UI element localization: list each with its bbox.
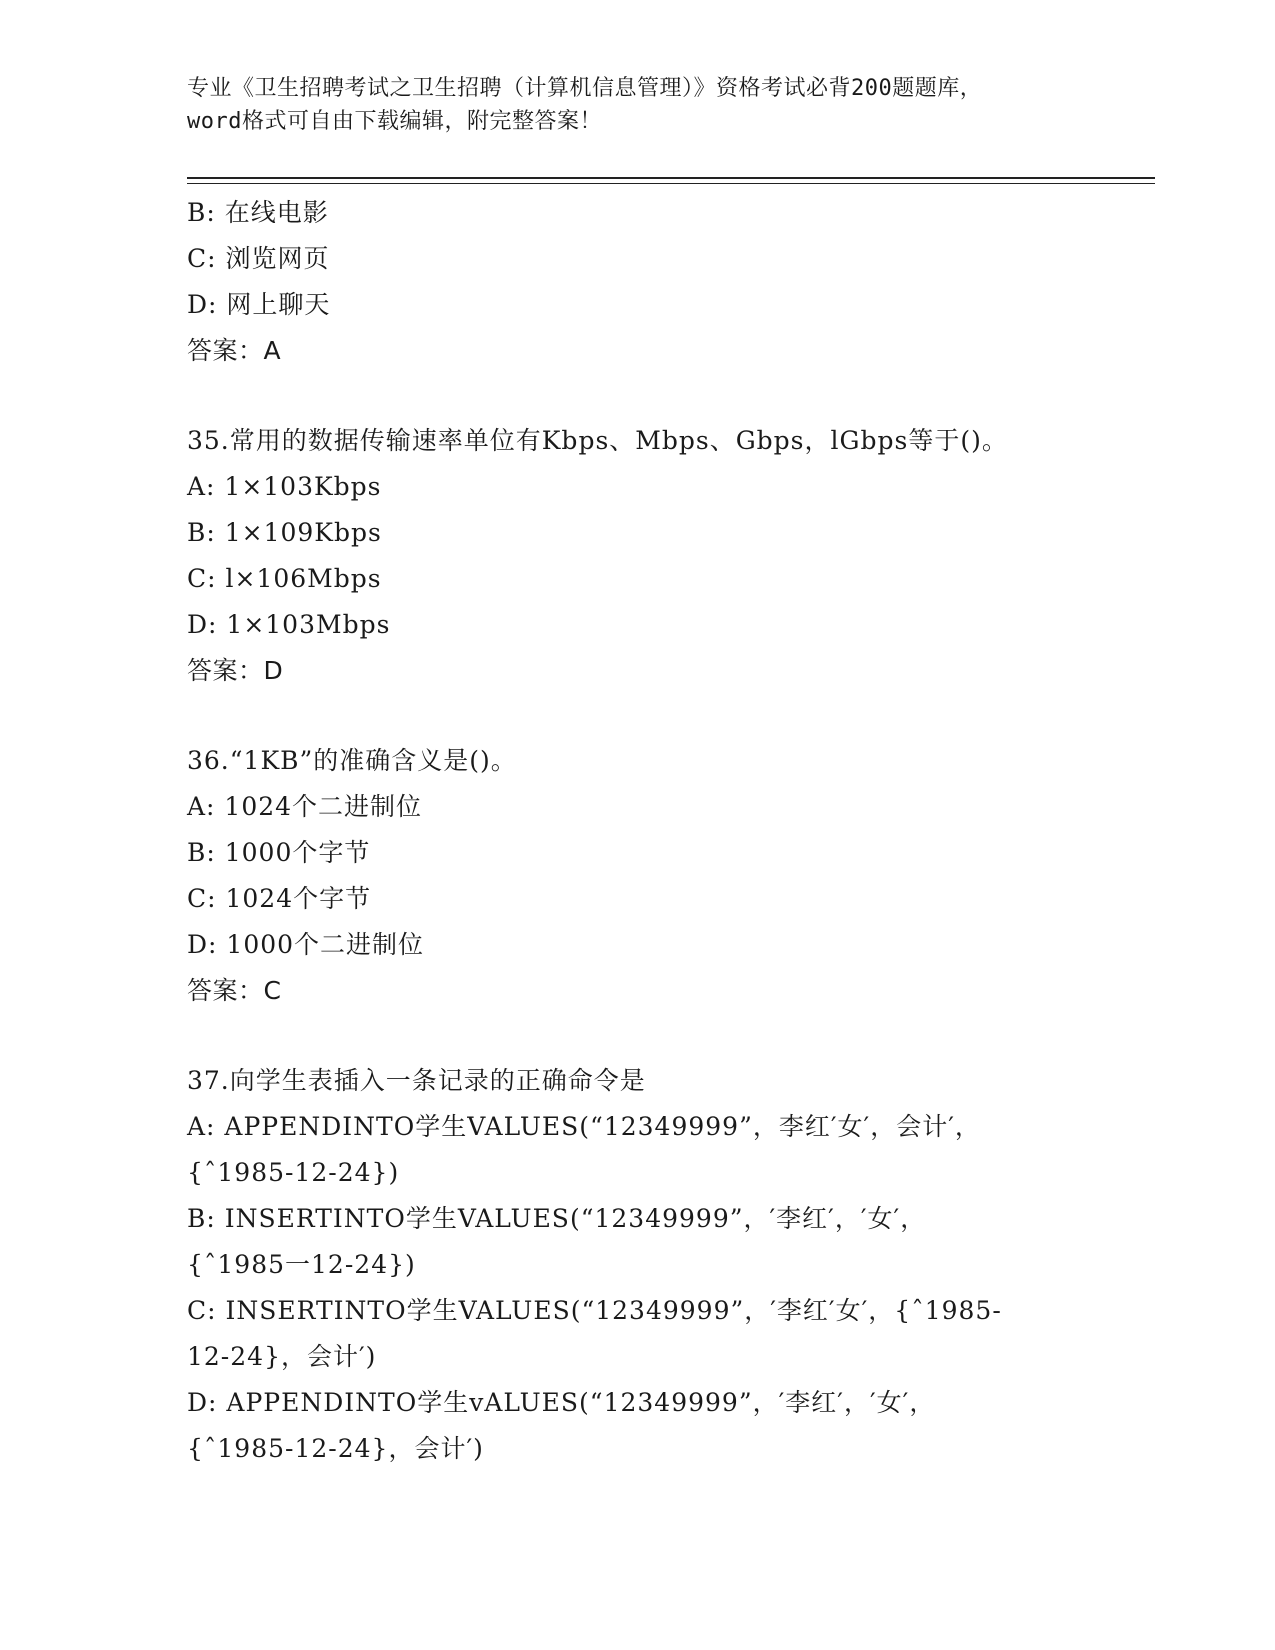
spacer: [187, 694, 1087, 738]
option-a-line-2: {ˆ1985-12-24}): [187, 1158, 400, 1187]
header-line-2: word格式可自由下载编辑，附完整答案！: [187, 109, 602, 134]
spacer: [187, 1014, 1087, 1058]
option-b: B: 1×109Kbps: [187, 518, 382, 547]
option-a-line-1: A: APPENDINTO学生VALUES(“12349999”，李红′女′，会计′，: [187, 1112, 981, 1141]
option-c: C: 1024个字节: [187, 884, 372, 913]
option-a: A: 1024个二进制位: [187, 792, 423, 821]
option-d: D: 1×103Mbps: [187, 610, 391, 639]
option-a: A: 1×103Kbps: [187, 472, 382, 501]
question-text: 36.“1KB”的准确含义是()。: [187, 746, 517, 775]
header-rule-thin: [187, 183, 1155, 184]
question-content: [187, 190, 1087, 1472]
answer-line: 答案：A: [187, 336, 282, 365]
option-c-line-2: 12-24}，会计′): [187, 1342, 377, 1371]
option-b-line-2: {ˆ1985一12-24}): [187, 1250, 416, 1279]
question-35: [187, 418, 1087, 694]
option-d-line-1: D: APPENDINTO学生vALUES(“12349999”，′李红′，′女′，: [187, 1388, 936, 1417]
spacer: [187, 374, 1087, 418]
question-37: [187, 1058, 1087, 1472]
option-b: B: 在线电影: [187, 198, 329, 227]
answer-line: 答案：C: [187, 976, 282, 1005]
option-c: C: 浏览网页: [187, 244, 330, 273]
document-header: [187, 72, 1087, 138]
question-text: 35.常用的数据传输速率单位有Kbps、Mbps、Gbps，lGbps等于()。: [187, 426, 1008, 455]
option-d-line-2: {ˆ1985-12-24}，会计′): [187, 1434, 484, 1463]
option-c: C: l×106Mbps: [187, 564, 382, 593]
option-d: D: 1000个二进制位: [187, 930, 425, 959]
option-d: D: 网上聊天: [187, 290, 331, 319]
question-34-tail: [187, 190, 1087, 374]
header-line-1: 专业《卫生招聘考试之卫生招聘（计算机信息管理）》资格考试必背200题题库，: [187, 76, 983, 101]
question-36: [187, 738, 1087, 1014]
option-c-line-1: C: INSERTINTO学生VALUES(“12349999”，′李红′女′，{ˆ1985-: [187, 1296, 1002, 1325]
answer-line: 答案：D: [187, 656, 284, 685]
option-b: B: 1000个字节: [187, 838, 371, 867]
option-b-line-1: B: INSERTINTO学生VALUES(“12349999”，′李红′，′女′，: [187, 1204, 927, 1233]
header-rule-thick: [187, 177, 1155, 179]
question-text: 37.向学生表插入一条记录的正确命令是: [187, 1066, 646, 1095]
